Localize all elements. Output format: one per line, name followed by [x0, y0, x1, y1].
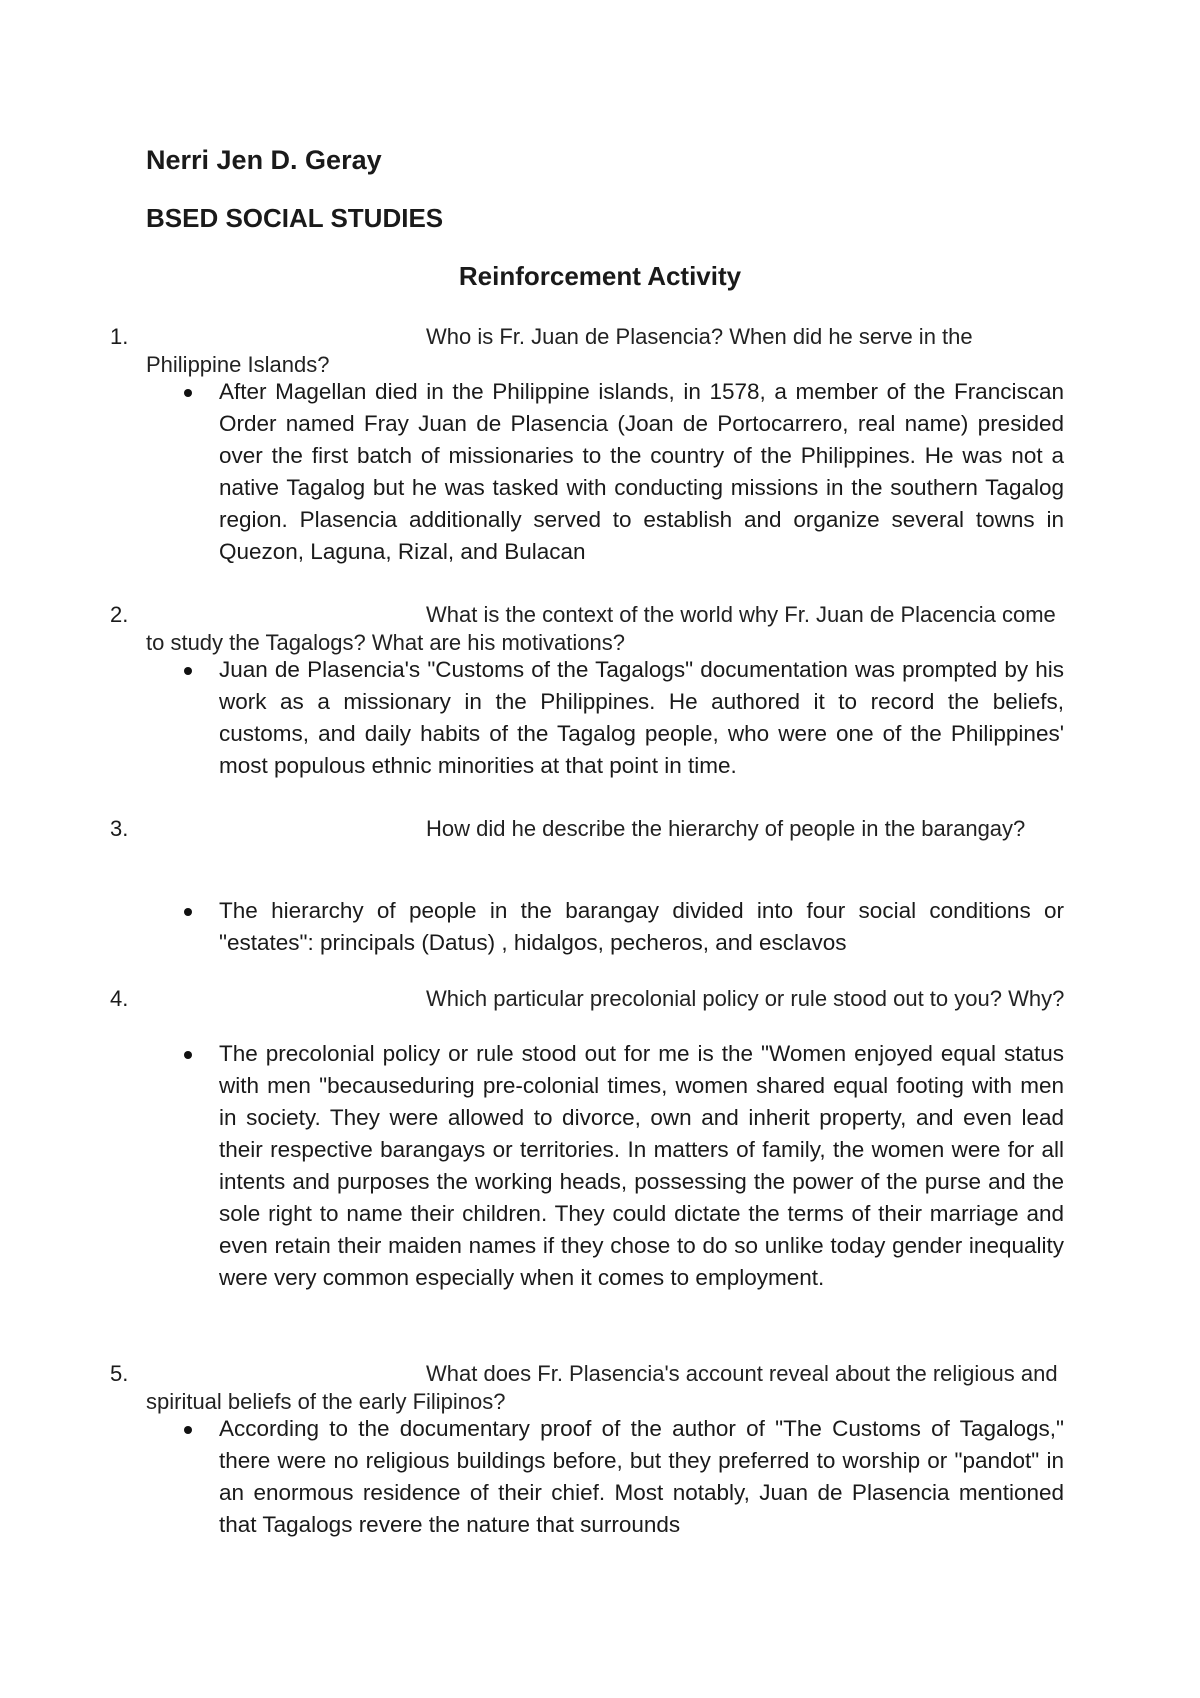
- bullet-icon: [184, 389, 192, 397]
- question-2: [110, 601, 1066, 657]
- author-name: Nerri Jen D. Geray: [146, 145, 382, 175]
- answer-4: [219, 1038, 1064, 1294]
- answer-1: [219, 376, 1064, 568]
- question-text: Which particular precolonial policy or rule stood out to you? Why?: [426, 986, 1065, 1011]
- answer-3: [219, 895, 1064, 959]
- question-3: [110, 815, 1066, 843]
- answer-text: The precolonial policy or rule stood out for me is the "Women enjoyed equal status with men "becauseduring pre-colonial times, women shared equal footing with men in society. They were allowed to divorce, own and inherit property, and even lead their respective barangays or territories. In matters of family, the women were for all intents and purposes the working heads, possessing the power of the purse and the sole right to name their children. They could dictate the terms of their marriage and even retain their maiden names if they chose to do so unlike today gender inequality were very common especially when it comes to employment.: [219, 1041, 1064, 1290]
- document-title: Reinforcement Activity: [458, 261, 742, 291]
- question-number: 5.: [110, 1361, 129, 1386]
- question-1: [110, 323, 1066, 379]
- question-number: 1.: [110, 324, 129, 349]
- question-number: 4.: [110, 986, 129, 1011]
- answer-2: [219, 654, 1064, 782]
- question-text: Who is Fr. Juan de Plasencia? When did he serve in the Philippine Islands?: [146, 324, 973, 377]
- question-text: What is the context of the world why Fr. Juan de Placencia come to study the Tagalogs? What are his motivations?: [146, 602, 1056, 655]
- answer-text: Juan de Plasencia's "Customs of the Tagalogs" documentation was prompted by his work as a missionary in the Philippines. He authored it to record the beliefs, customs, and daily habits of the Tagalog people, who were one of the Philippines' most populous ethnic minorities at that point in time.: [219, 657, 1064, 778]
- bullet-icon: [184, 1051, 192, 1059]
- bullet-icon: [184, 1426, 192, 1434]
- answer-5: [219, 1413, 1064, 1541]
- answer-text: After Magellan died in the Philippine islands, in 1578, a member of the Franciscan Order named Fray Juan de Plasencia (Joan de Portocarrero, real name) presided over the first batch of missionaries to the country of the Philippines. He was not a native Tagalog but he was tasked with conducting missions in the southern Tagalog region. Plasencia additionally served to establish and organize several towns in Quezon, Laguna, Rizal, and Bulacan: [219, 379, 1064, 564]
- bullet-icon: [184, 667, 192, 675]
- bullet-icon: [184, 908, 192, 916]
- course-heading: BSED SOCIAL STUDIES: [146, 203, 444, 233]
- question-4: [110, 985, 1066, 1013]
- question-text: How did he describe the hierarchy of people in the barangay?: [426, 816, 1026, 841]
- question-number: 2.: [110, 602, 129, 627]
- answer-text: The hierarchy of people in the barangay divided into four social conditions or "estates": principals (Datus) , hidalgos, pecheros, and esclavos: [219, 898, 1064, 955]
- question-number: 3.: [110, 816, 129, 841]
- answer-text: According to the documentary proof of the author of "The Customs of Tagalogs," there were no religious buildings before, but they preferred to worship or "pandot" in an enormous residence of their chief. Most notably, Juan de Plasencia mentioned that Tagalogs revere the nature that surrounds: [219, 1416, 1064, 1537]
- question-text: What does Fr. Plasencia's account reveal about the religious and spiritual beliefs of the early Filipinos?: [146, 1361, 1058, 1414]
- question-5: [110, 1360, 1066, 1416]
